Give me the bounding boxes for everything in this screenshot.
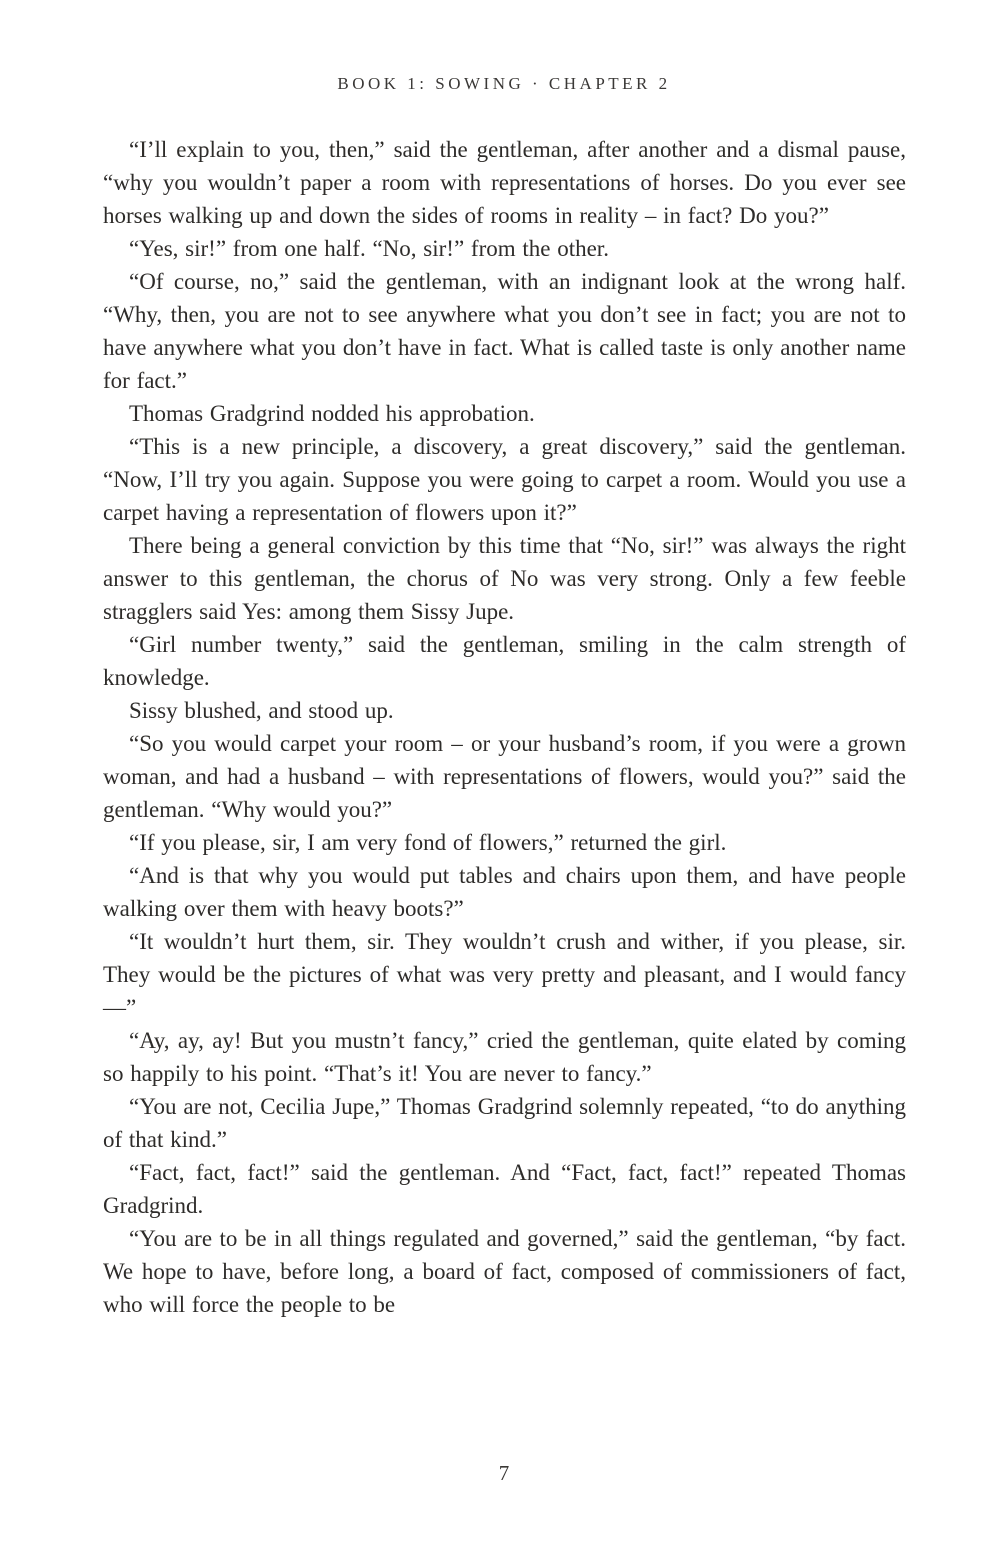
body-text — [103, 133, 906, 1321]
paragraph: “So you would carpet your room – or your husband’s room, if you were a grown woman, and had a husband – with representations of flowers, would you?” said the gentleman. “Why would you?” — [103, 731, 906, 822]
paragraph: “Ay, ay, ay! But you mustn’t fancy,” cried the gentleman, quite elated by coming so happily to his point. “That’s it! You are never to fancy.” — [103, 1028, 906, 1086]
paragraph: “It wouldn’t hurt them, sir. They wouldn’t crush and wither, if you please, sir. They would be the pictures of what was very pretty and pleasant, and I would fancy—” — [103, 929, 906, 1020]
paragraph: Thomas Gradgrind nodded his approbation. — [129, 401, 535, 426]
paragraph: “Yes, sir!” from one half. “No, sir!” from the other. — [129, 236, 609, 261]
paragraph: “I’ll explain to you, then,” said the gentleman, after another and a dismal pause, “why you wouldn’t paper a room with representations of horses. Do you ever see horses walking up and down the sides of rooms in reality – in fact? Do you?” — [103, 137, 906, 228]
paragraph: “This is a new principle, a discovery, a great discovery,” said the gentleman. “Now, I’ll try you again. Suppose you were going to carpet a room. Would you use a carpet having a representation of flowers upon it?” — [103, 434, 906, 525]
paragraph: “You are not, Cecilia Jupe,” Thomas Gradgrind solemnly repeated, “to do anything of that kind.” — [103, 1094, 906, 1152]
paragraph: “And is that why you would put tables and chairs upon them, and have people walking over them with heavy boots?” — [103, 863, 906, 921]
paragraph: “Fact, fact, fact!” said the gentleman. And “Fact, fact, fact!” repeated Thomas Gradgrind. — [103, 1160, 906, 1218]
running-header: BOOK 1: SOWING · CHAPTER 2 — [337, 74, 671, 93]
paragraph: Sissy blushed, and stood up. — [129, 698, 394, 723]
paragraph: “Girl number twenty,” said the gentleman, smiling in the calm strength of knowledge. — [103, 632, 906, 690]
paragraph: There being a general conviction by this time that “No, sir!” was always the right answer to this gentleman, the chorus of No was very strong. Only a few feeble stragglers said Yes: among them Sissy Jupe. — [103, 533, 906, 624]
paragraph: “You are to be in all things regulated and governed,” said the gentleman, “by fact. We hope to have, before long, a board of fact, composed of commissioners of fact, who will force the people to be — [103, 1226, 906, 1317]
page-number: 7 — [498, 1461, 510, 1485]
paragraph: “Of course, no,” said the gentleman, with an indignant look at the wrong half. “Why, then, you are not to see anywhere what you don’t see in fact; you are not to have anywhere what you don’t have in fact. What is called taste is only another name for fact.” — [103, 269, 906, 393]
paragraph: “If you please, sir, I am very fond of flowers,” returned the girl. — [129, 830, 727, 855]
